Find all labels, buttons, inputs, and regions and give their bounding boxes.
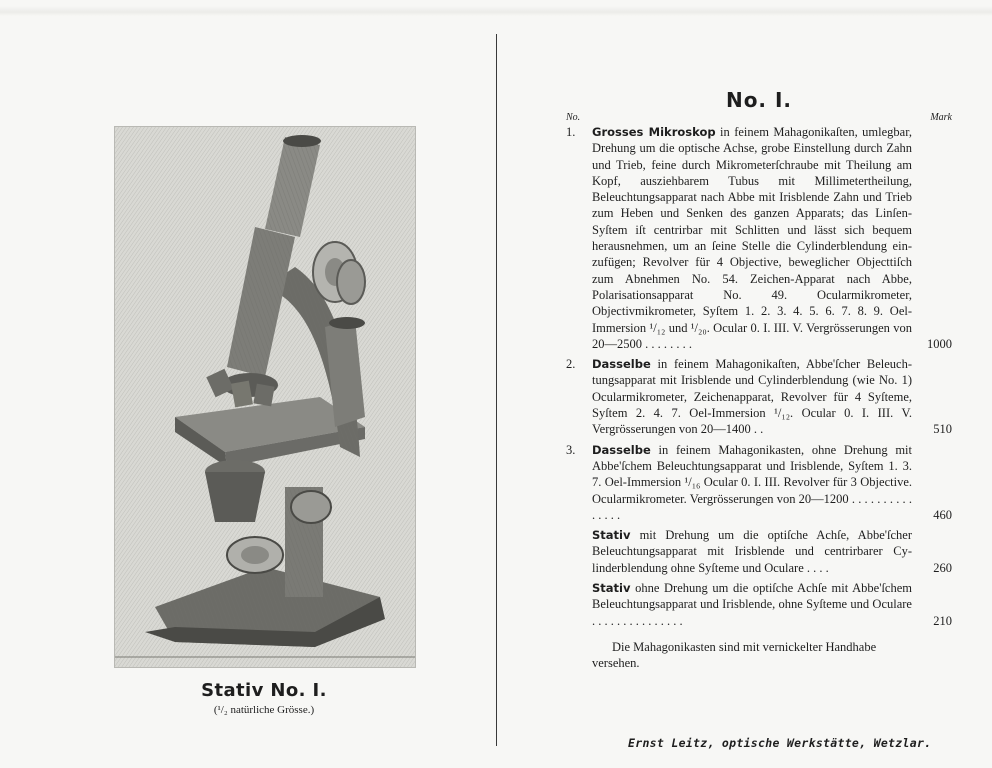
item-description <box>592 442 912 523</box>
item-description <box>592 124 912 352</box>
item-price: 210 <box>933 613 952 628</box>
page-heading: No. I. <box>725 88 793 112</box>
book-gutter <box>496 34 497 746</box>
item-lead: Stativ <box>592 528 631 543</box>
item-description <box>592 580 912 629</box>
plate-title: Stativ No. I. <box>201 680 327 701</box>
list-item <box>566 580 952 629</box>
item-lead: Stativ <box>592 581 631 596</box>
item-price: 460 <box>933 507 952 522</box>
list-item <box>566 124 952 352</box>
page-edge-shadow <box>0 6 992 16</box>
item-number: 1. <box>566 125 576 139</box>
item-description <box>592 356 912 437</box>
item-text: ohne Drehung um die optiſche Achſe mit Abbe'ſchem Beleuchtungsapparat und Irisblende, ohne Syſteme und Oculare . . . . . . . . . . . . . . . <box>592 581 912 628</box>
list-item <box>566 442 952 523</box>
column-header-mark: Mark <box>930 112 952 123</box>
item-description <box>592 527 912 576</box>
item-number: 2. <box>566 357 576 372</box>
item-lead: Grosses Mikroskop <box>592 125 716 139</box>
item-text: mit Drehung um die optiſche Achſe, Abbe'ſcher Beleuchtungsapparat mit Irisblende und centrirbarer Cylinderblendung ohne Syſteme und Oculare . . . . <box>592 528 912 575</box>
item-text: in feinem Mahagonikasten, ohne Drehung mit Abbe'ſchem Beleuchtungsapparat und Irisblende, Syſtem 1. 3. 7. Oel-Immersion ¹/₁₆ Ocular 0. I. III. Revolver für 3 Objective. Ocularmikrometer. Vergrösserungen von 20—1200 . . . . . . . . . . . . . . . <box>592 442 912 522</box>
column-header-number: No. <box>566 112 581 123</box>
footnote: Die Mahagonikasten sind mit vernickelter Handhabe versehen. <box>592 639 877 671</box>
microscope-illustration <box>114 126 416 668</box>
item-text: in feinem Mahagonikaſten, umlegbar, Drehung um die optische Achse, grobe Einstellung durch Zahn und Trieb, feine durch Mikrometerſchraube mit Theilung am Kopf, ausziehbarem Tubus mit Millimetertheilung, Beleuchtungsapparat nach Abbe mit Irisblende Zahn und Trieb zum Heben und Senken des ganzen Apparats; das Linſen-Syſtem iſt centrirbar mit Schlitten und lässt sich bequem herausnehmen, um an ſeine Stelle die Cylinderblendung einzufügen; Revolver für 4 Objective, beweglicher Objecttiſch zum Abnehmen No. 54. Zeichen-Apparat nach Abbe, Polarisationsapparat No. 49. Ocularmikrometer, Objectivmikrometer, Syſtem 1. 2. 3. 4. 5. 6. 7. 8. 9. Oel-Immersion ¹/₁₂ und ¹/₂₀. Ocular 0. I. III. V. Vergrösserungen von 20—2500 . . . . . . . . <box>592 125 912 351</box>
item-list <box>566 124 952 672</box>
item-lead: Dasselbe <box>592 357 651 372</box>
item-lead: Dasselbe <box>592 442 651 457</box>
item-number: 3. <box>566 442 576 457</box>
item-price: 260 <box>933 560 952 575</box>
item-price: 510 <box>933 422 952 437</box>
item-text: in feinem Mahagonikaſten, Abbe'ſcher Beleuchtungsapparat mit Irisblende und Cylinderblendung (wie No. 1) Ocularmikrometer, Zeichenapparat, Revolver für 4 Syſteme, Syſtem 2. 4. 7. Oel-Immersion ¹/₁₂. Ocular 0. I. III. V. Vergrösserungen von 20—1400 . . <box>592 357 912 437</box>
item-price: 1000 <box>927 336 952 351</box>
list-item <box>566 527 952 576</box>
list-item <box>566 356 952 437</box>
plate-subtitle: (¹/₂ natürliche Grösse.) <box>213 704 315 716</box>
publisher-imprint: Ernst Leitz, optische Werkstätte, Wetzlar. <box>628 736 932 750</box>
